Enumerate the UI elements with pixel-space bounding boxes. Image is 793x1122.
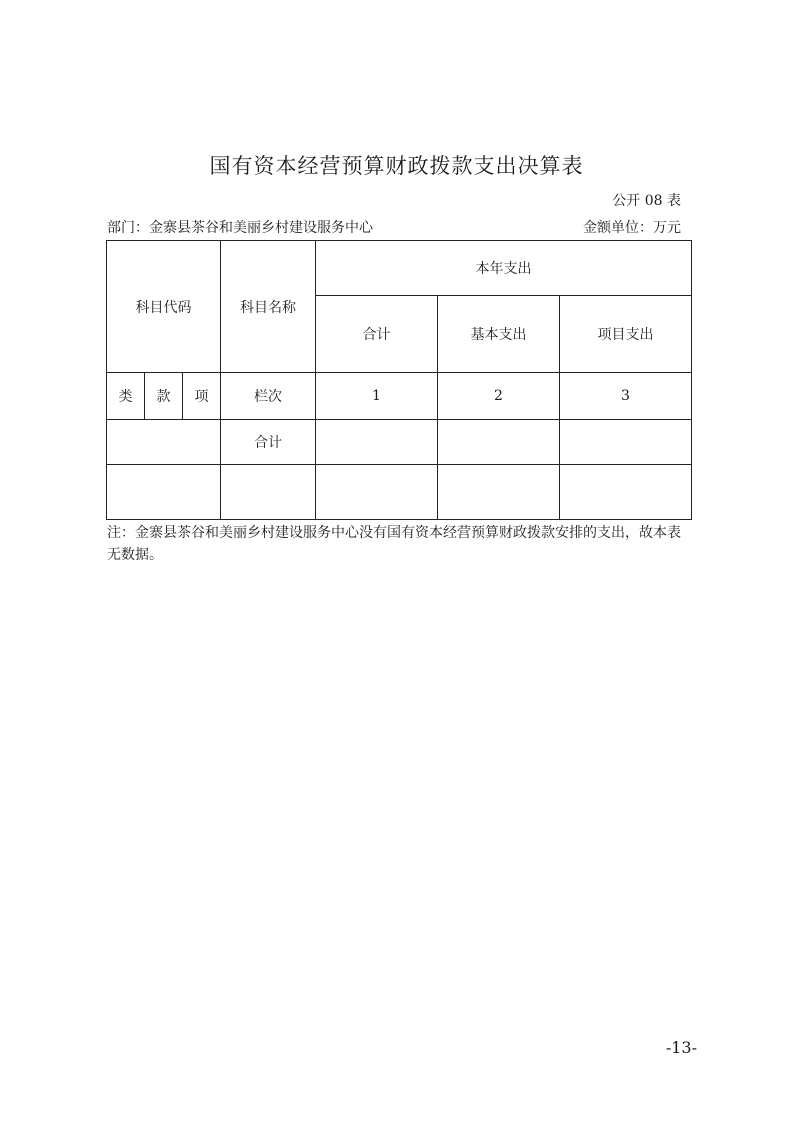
empty-basic-cell [438, 465, 560, 520]
empty-project-cell [560, 465, 692, 520]
amount-unit-label: 金额单位：万元 [583, 220, 681, 236]
header-current-year-expense: 本年支出 [316, 241, 692, 296]
sum-row-basic-cell [438, 420, 560, 465]
header-item: 项 [183, 373, 221, 420]
page-title: 国有资本经营预算财政拨款支出决算表 [209, 154, 584, 178]
form-code: 公开 08 表 [612, 193, 681, 209]
header-subject-code: 科目代码 [107, 241, 221, 373]
header-section: 款 [145, 373, 183, 420]
sum-row-label: 合计 [221, 420, 316, 465]
header-column-index: 栏次 [221, 373, 316, 420]
column-number-1: 1 [316, 373, 438, 420]
sum-row-project-cell [560, 420, 692, 465]
header-total: 合计 [316, 296, 438, 373]
empty-name-cell [221, 465, 316, 520]
header-class: 类 [107, 373, 145, 420]
header-project-expense: 项目支出 [560, 296, 692, 373]
table-row [107, 465, 692, 520]
column-number-2: 2 [438, 373, 560, 420]
empty-code-cell [107, 465, 221, 520]
column-number-3: 3 [560, 373, 692, 420]
department-label: 部门：金寨县茶谷和美丽乡村建设服务中心 [107, 220, 373, 236]
expense-table [106, 240, 692, 520]
empty-total-cell [316, 465, 438, 520]
table-row [107, 420, 692, 465]
page-number: -13- [665, 1038, 697, 1057]
header-basic-expense: 基本支出 [438, 296, 560, 373]
table-note: 注：金寨县茶谷和美丽乡村建设服务中心没有国有资本经营预算财政拨款安排的支出，故本表无数据。 [107, 525, 681, 563]
sum-row-code-cell [107, 420, 221, 465]
sum-row-total-cell [316, 420, 438, 465]
header-subject-name: 科目名称 [221, 241, 316, 373]
